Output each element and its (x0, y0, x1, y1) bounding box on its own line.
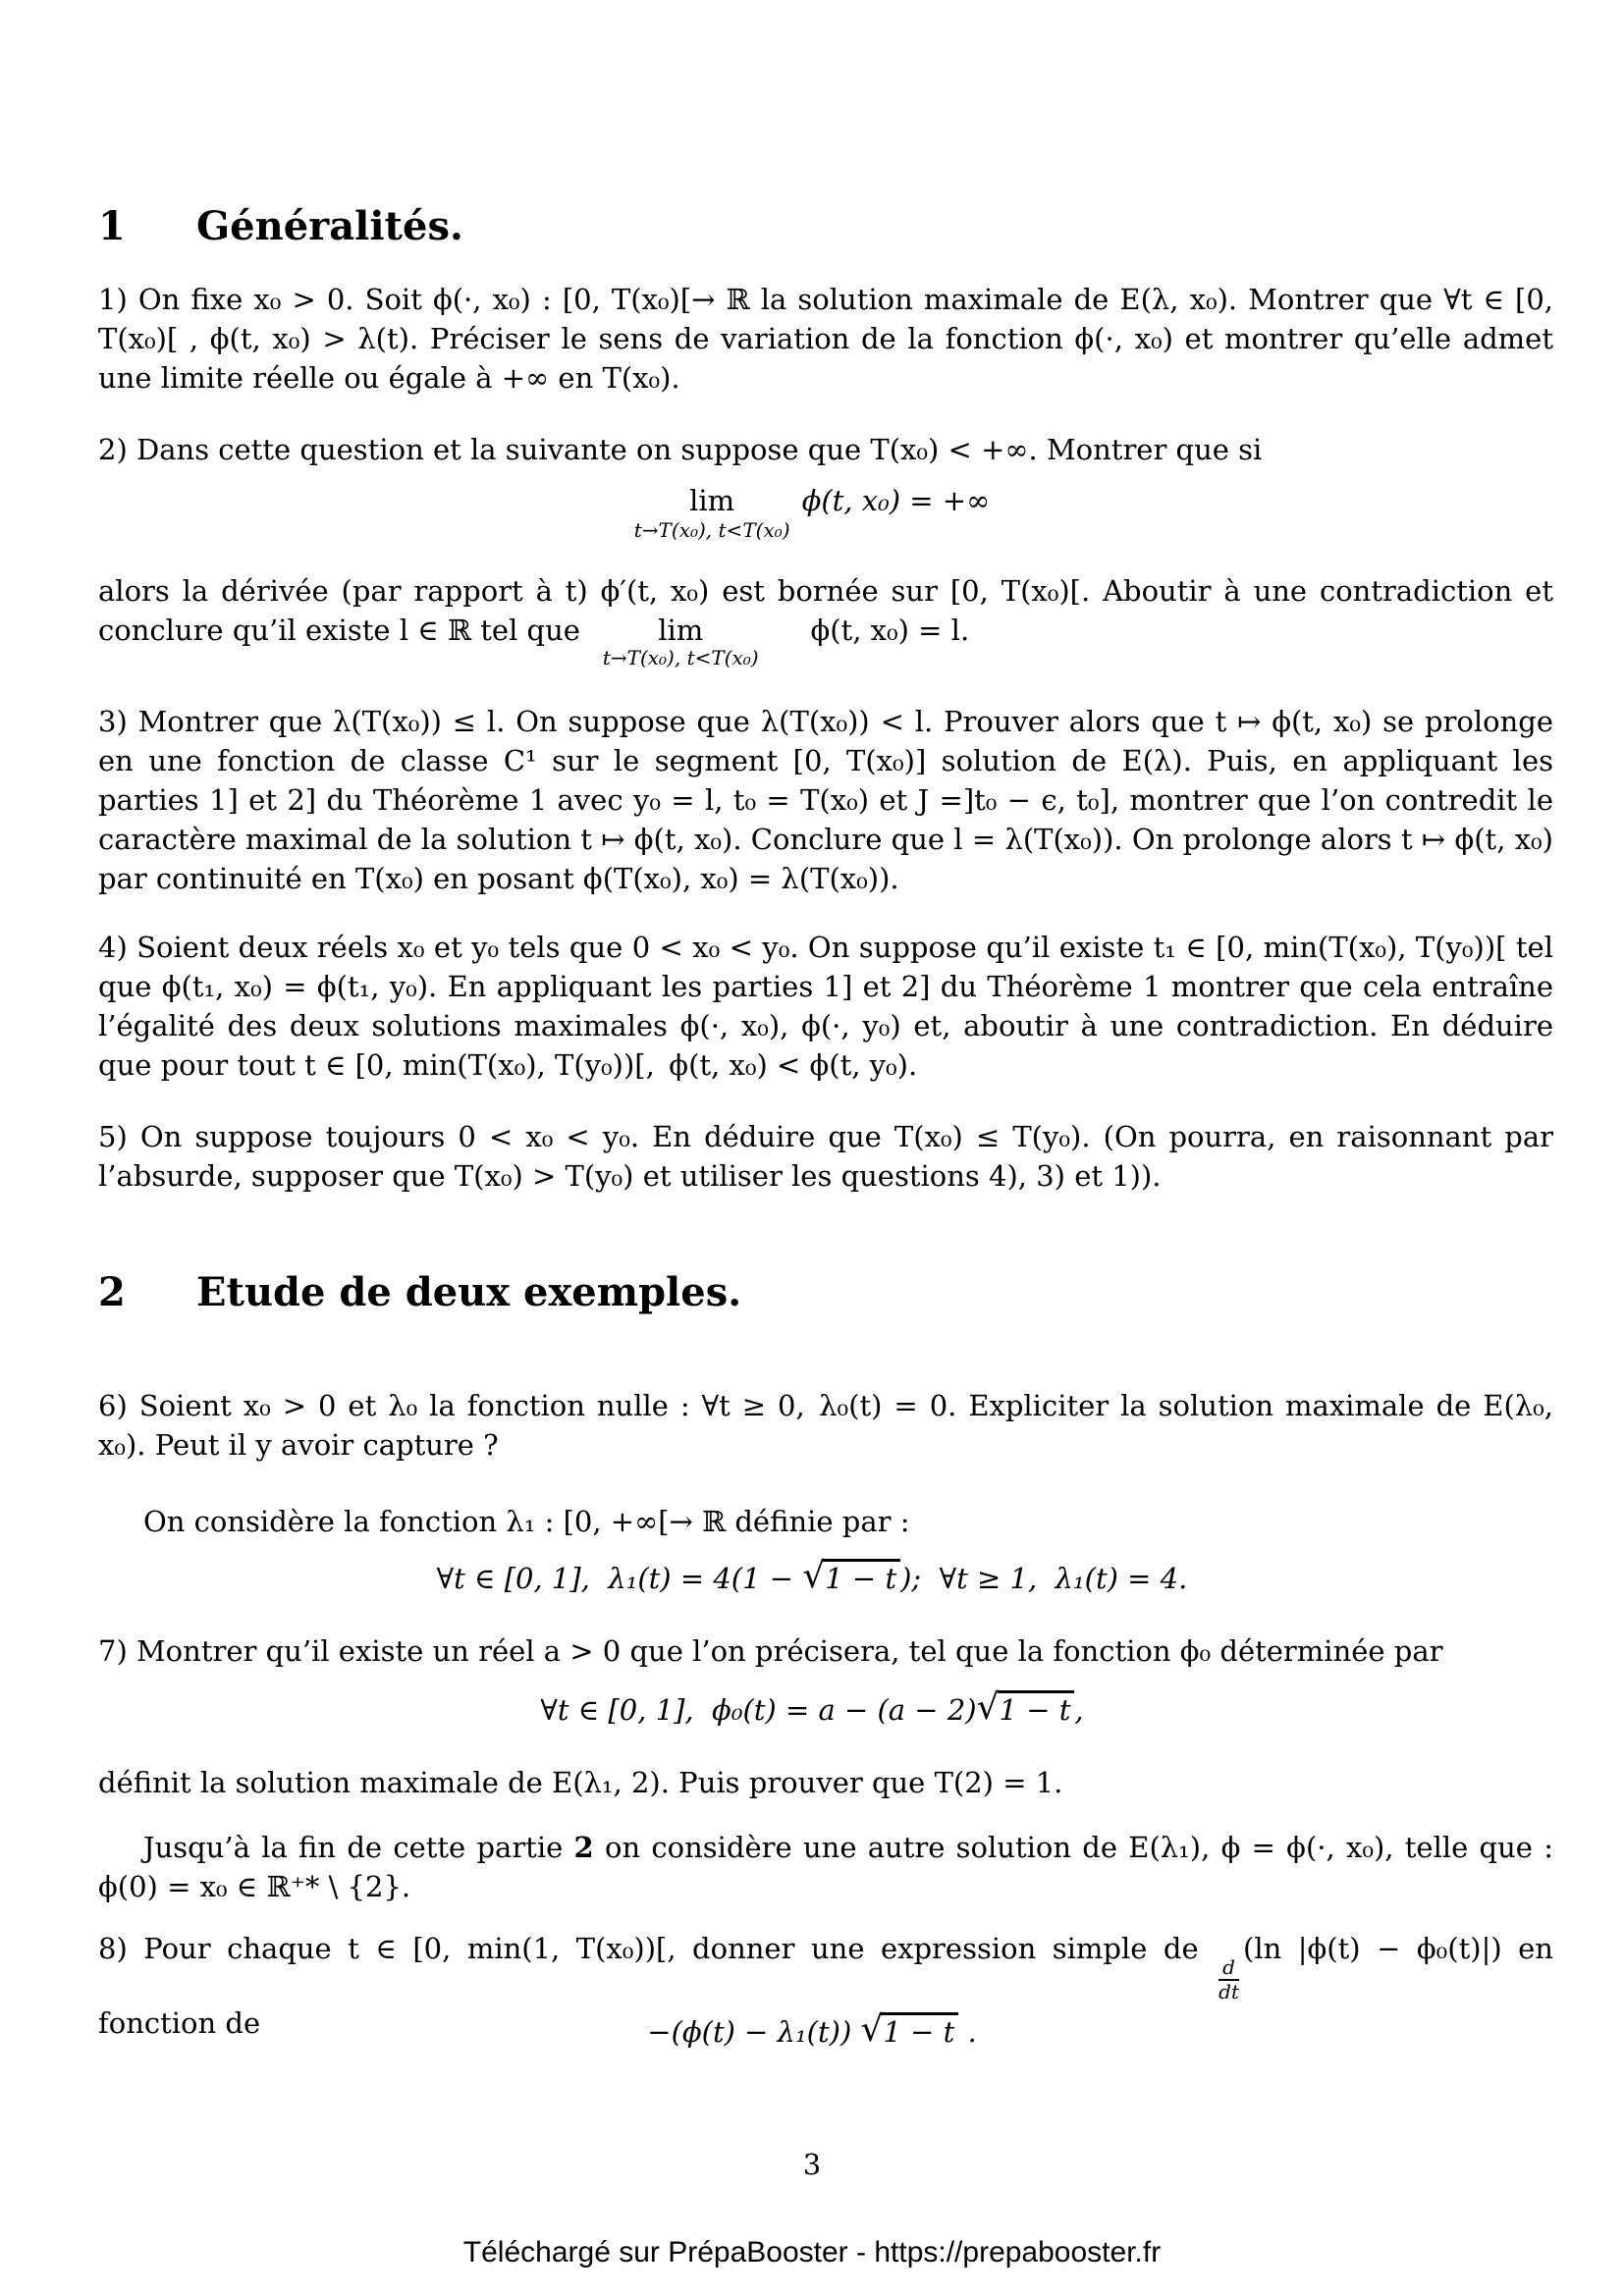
question-2-continuation (98, 571, 1553, 669)
formula-post: ); ∀t ≥ 1, λ₁(t) = 4. (900, 1562, 1188, 1595)
radicand: 1 − t (998, 1690, 1075, 1727)
question-1: 1) On fixe x₀ > 0. Soit ϕ(·, x₀) : [0, T(x₀)[→ ℝ la solution maximale de E(λ, x₀). Montrer que ∀t ∈ [0, T(x₀)[ , ϕ(t, x₀) > λ(t). Préciser le sens de variation de la fonction ϕ(·, x₀) et montrer qu’elle admet une limite réelle ou égale à +∞ en T(x₀). (98, 283, 1553, 395)
part2-remark (98, 1828, 1553, 1906)
question-4: 4) Soient deux réels x₀ et y₀ tels que 0 < x₀ < y₀. On suppose qu’il existe t₁ ∈ [0, min(T(x₀), T(y₀))[ tel que ϕ(t₁, x₀) = ϕ(t₁, y₀). En appliquant les parties 1] et 2] du Théorème 1 montrer que cela entraîne l’égalité des deux solutions maximales ϕ(·, x₀), ϕ(·, y₀) et, aboutir à une contradiction. En déduire que pour tout t ∈ [0, min(T(x₀), T(y₀))[, ϕ(t, x₀) < ϕ(t, y₀). (98, 931, 1553, 1082)
part2-bold-number: 2 (573, 1831, 594, 1864)
fraction-numerator: d (1218, 1956, 1239, 1981)
formula-pre: ∀t ∈ [0, 1], ϕ₀(t) = a − (a − 2) (540, 1693, 977, 1727)
phi0-formula (0, 1687, 1624, 1730)
radical-sign: √ (860, 2009, 884, 2050)
radicand: 1 − t (881, 2012, 958, 2049)
square-root (802, 1556, 900, 1596)
question-2-text-after-lim: ϕ(t, x₀) = l. (810, 614, 970, 647)
limit-rhs: ϕ(t, x₀) = +∞ (801, 484, 991, 517)
inline-limit-stack (602, 611, 759, 669)
question-6: 6) Soient x₀ > 0 et λ₀ la fonction nulle : ∀t ≥ 0, λ₀(t) = 0. Expliciter la solution maximale de E(λ₀, x₀). Peut il y avoir capture ? (98, 1389, 1553, 1462)
question-8-text-before-frac: 8) Pour chaque t ∈ [0, min(1, T(x₀))[, donner une expression simple de (98, 1932, 1216, 1965)
final-expression-formula (0, 2009, 1624, 2052)
section-title: Etude de deux exemples. (196, 1269, 742, 1315)
section-heading-1 (98, 204, 1551, 249)
limit-formula-display (0, 483, 1624, 542)
page-number: 3 (802, 2148, 822, 2181)
formula-pre: −(ϕ(t) − λ₁(t)) (647, 2015, 861, 2049)
part2-remark-text-1: Jusqu’à la fin de cette partie (143, 1831, 574, 1864)
section-heading-2 (98, 1270, 1551, 1315)
radical-sign: √ (802, 1556, 826, 1596)
lambda1-definition-intro: On considère la fonction λ₁ : [0, +∞[→ ℝ définie par : (143, 1505, 910, 1538)
section-number: 1 (98, 203, 126, 249)
question-5: 5) On suppose toujours 0 < x₀ < y₀. En déduire que T(x₀) ≤ T(y₀). (On pourra, en raisonnant par l’absurde, supposer que T(x₀) > T(y₀) et utiliser les questions 4), 3) et 1)). (98, 1120, 1553, 1193)
question-7-conclusion: définit la solution maximale de E(λ₁, 2). Puis prouver que T(2) = 1. (98, 1766, 1063, 1799)
footer-line (0, 2236, 1624, 2269)
question-2-intro: 2) Dans cette question et la suivante on suppose que T(x₀) < +∞. Montrer que si (98, 433, 1263, 466)
derivative-fraction (1218, 1956, 1239, 2003)
square-root (976, 1687, 1075, 1728)
question-3: 3) Montrer que λ(T(x₀)) ≤ l. On suppose que λ(T(x₀)) < l. Prouver alors que t ↦ ϕ(t, x₀) se prolonge en une fonction de classe C¹ sur le segment [0, T(x₀)] solution de E(λ). Puis, en appliquant les parties 1] et 2] du Théorème 1 avec y₀ = l, t₀ = T(x₀) et J =]t₀ − ϵ, t₀], montrer que l’on contredit le caractère maximal de la solution t ↦ ϕ(t, x₀). Conclure que l = λ(T(x₀)). On prolonge alors t ↦ ϕ(t, x₀) par continuité en T(x₀) en posant ϕ(T(x₀), x₀) = λ(T(x₀)). (98, 705, 1553, 895)
formula-post: , (1074, 1693, 1084, 1727)
lim-operator: lim (658, 614, 704, 647)
lim-subscript: t→T(x₀), t<T(x₀) (633, 518, 790, 542)
formula-pre: ∀t ∈ [0, 1], λ₁(t) = 4(1 − (436, 1562, 803, 1595)
question-7-intro: 7) Montrer qu’il existe un réel a > 0 que l’on précisera, tel que la fonction ϕ₀ déterminée par (98, 1634, 1443, 1668)
radicand: 1 − t (823, 1559, 900, 1595)
radical-sign: √ (976, 1687, 1000, 1728)
question-2-text-before-lim: alors la dérivée (par rapport à t) ϕ′(t, x₀) est bornée sur [0, T(x₀)[. Aboutir à une contradiction et conclure qu’il existe l ∈ ℝ tel que (98, 574, 1553, 647)
limit-stack (634, 483, 790, 542)
section-title: Généralités. (196, 203, 463, 249)
footer-label: Téléchargé sur PrépaBooster - (462, 2236, 875, 2269)
fraction-denominator: dt (1218, 1980, 1239, 2003)
square-root (860, 2009, 958, 2050)
footer-url-link[interactable]: https://prepabooster.fr (874, 2236, 1162, 2269)
formula-post: . (958, 2015, 977, 2049)
lambda1-formula (0, 1556, 1624, 1598)
part2-remark-text-2: on considère une autre solution de E(λ₁), ϕ = ϕ(·, x₀), telle que : ϕ(0) = x₀ ∈ ℝ⁺* \ {2}. (98, 1831, 1553, 1903)
question-8-text-after-frac: (ln |ϕ(t) − ϕ₀(t)|) en fonction de (98, 1932, 1553, 2040)
section-number: 2 (98, 1269, 126, 1315)
lim-subscript: t→T(x₀), t<T(x₀) (602, 646, 759, 669)
lim-operator: lim (689, 484, 735, 517)
